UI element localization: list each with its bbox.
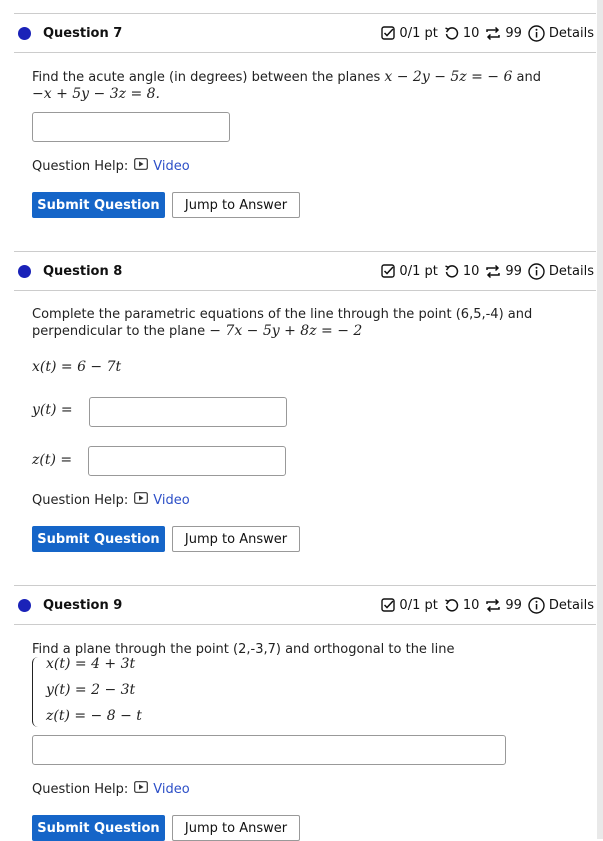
question-meta <box>381 597 594 614</box>
plane-2-equation: −x + 5y − 3z = 8. <box>32 86 160 102</box>
question-meta <box>381 25 594 42</box>
x-equation: x(t) = 6 − 7t <box>32 359 122 375</box>
status-dot <box>18 27 31 40</box>
stem-text: Find the acute angle (in degrees) between the planes <box>32 70 381 85</box>
score <box>381 264 437 279</box>
details-link[interactable] <box>528 597 594 614</box>
video-link-text: Video <box>153 158 190 174</box>
plane-1-equation: x − 2y − 5z = − 6 <box>384 69 513 85</box>
z-input[interactable] <box>88 446 286 476</box>
jump-to-answer-button[interactable]: Jump to Answer <box>172 526 300 552</box>
tries-text: 10 <box>462 263 480 279</box>
versions <box>485 264 522 279</box>
status-dot <box>18 265 31 278</box>
line-z-equation: z(t) = − 8 − t <box>46 708 142 724</box>
question-help-label: Question Help: <box>32 158 129 174</box>
info-icon <box>528 263 545 280</box>
tries <box>444 598 480 613</box>
answer-input[interactable] <box>32 735 506 765</box>
info-icon <box>528 597 545 614</box>
question-help-label: Question Help: <box>32 492 129 508</box>
tries-text: 10 <box>462 25 480 41</box>
retry-icon <box>444 264 459 279</box>
tries <box>444 264 480 279</box>
status-dot <box>18 599 31 612</box>
submit-question-button[interactable]: Submit Question <box>32 192 165 218</box>
submit-question-button[interactable]: Submit Question <box>32 815 165 841</box>
score-text: 0/1 pt <box>399 25 438 41</box>
versions <box>485 26 522 41</box>
jump-to-answer-button[interactable]: Jump to Answer <box>172 815 300 841</box>
line-x-equation: x(t) = 4 + 3t <box>46 656 136 672</box>
question-help-label: Question Help: <box>32 781 129 797</box>
retry-icon <box>444 598 459 613</box>
score-check-icon <box>381 264 395 278</box>
score-check-icon <box>381 26 395 40</box>
stem-text: Complete the parametric equations of the line through the point (6,5,-4) and <box>32 307 533 322</box>
question-stem <box>32 306 572 340</box>
question-header <box>14 251 596 291</box>
score-text: 0/1 pt <box>399 597 438 613</box>
page-scrollbar[interactable] <box>597 0 603 839</box>
score-text: 0/1 pt <box>399 263 438 279</box>
versions-icon <box>485 26 501 41</box>
score <box>381 598 437 613</box>
question-meta <box>381 263 594 280</box>
score-check-icon <box>381 598 395 612</box>
info-icon <box>528 25 545 42</box>
details-link[interactable] <box>528 25 594 42</box>
details-text: Details <box>548 25 594 41</box>
versions-icon <box>485 264 501 279</box>
y-label: y(t) = <box>32 402 73 418</box>
video-link[interactable] <box>134 158 189 174</box>
tries <box>444 26 480 41</box>
system-brace <box>32 657 41 727</box>
video-link-text: Video <box>153 492 190 508</box>
question-help <box>32 492 190 508</box>
submit-question-button[interactable]: Submit Question <box>32 526 165 552</box>
and-text: and <box>516 70 541 85</box>
question-help <box>32 158 190 174</box>
details-text: Details <box>548 263 594 279</box>
video-play-icon <box>134 492 148 508</box>
stem-text: Find a plane through the point (2,-3,7) and orthogonal to the line <box>32 642 455 657</box>
retry-icon <box>444 26 459 41</box>
video-play-icon <box>134 781 148 797</box>
versions-text: 99 <box>505 25 522 41</box>
question-help <box>32 781 190 797</box>
versions-icon <box>485 598 501 613</box>
y-input[interactable] <box>89 397 287 427</box>
question-title: Question 9 <box>43 597 123 613</box>
z-label: z(t) = <box>32 452 73 468</box>
question-title: Question 8 <box>43 263 123 279</box>
plane-equation: − 7x − 5y + 8z = − 2 <box>209 323 363 339</box>
versions-text: 99 <box>505 597 522 613</box>
line-y-equation: y(t) = 2 − 3t <box>46 682 136 698</box>
video-link[interactable] <box>134 492 189 508</box>
details-text: Details <box>548 597 594 613</box>
versions <box>485 598 522 613</box>
details-link[interactable] <box>528 263 594 280</box>
jump-to-answer-button[interactable]: Jump to Answer <box>172 192 300 218</box>
stem-text-2: perpendicular to the plane <box>32 324 206 339</box>
video-link[interactable] <box>134 781 189 797</box>
question-title: Question 7 <box>43 25 123 41</box>
question-header <box>14 13 596 53</box>
question-stem <box>32 69 572 103</box>
video-link-text: Video <box>153 781 190 797</box>
score <box>381 26 437 41</box>
versions-text: 99 <box>505 263 522 279</box>
tries-text: 10 <box>462 597 480 613</box>
question-header <box>14 585 596 625</box>
video-play-icon <box>134 158 148 174</box>
answer-input[interactable] <box>32 112 230 142</box>
